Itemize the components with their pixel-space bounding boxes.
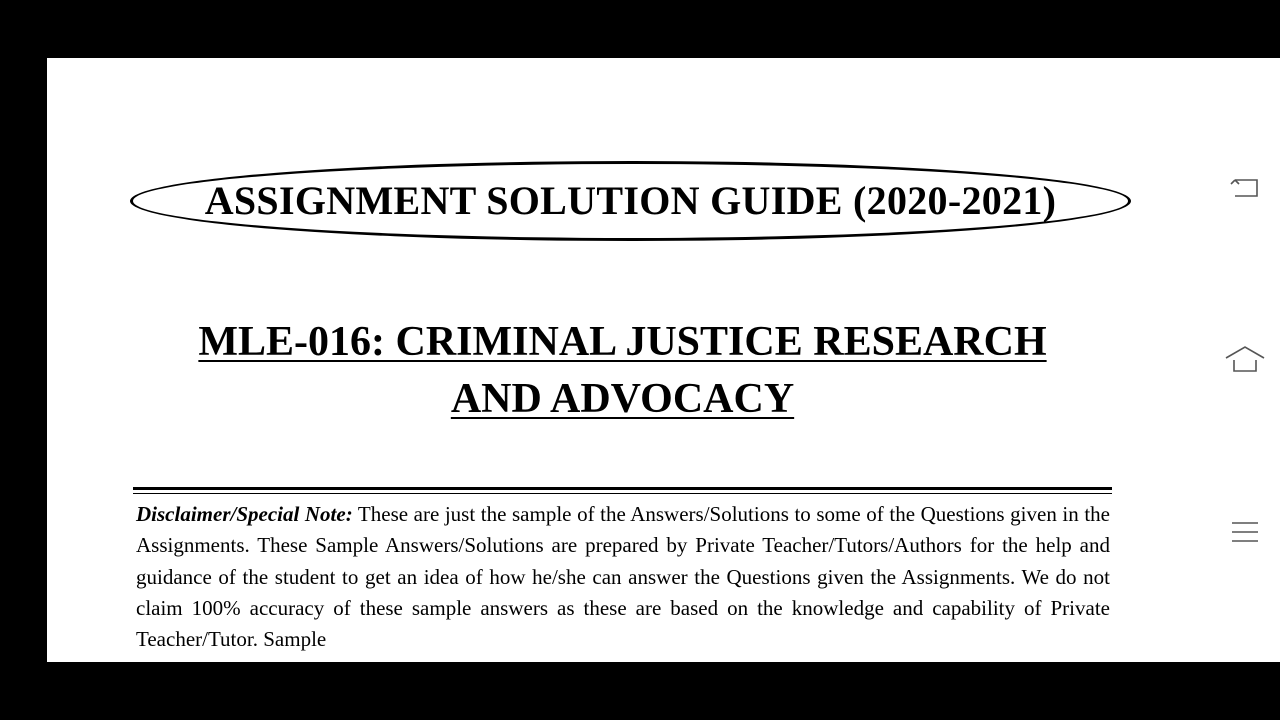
disclaimer-text: These are just the sample of the Answers/Solutions to some of the Questions given in the Assignments. These Sample Answers/Solutions are prepared by Private Teacher/Tutors/Authors for the help and guidance of the student to get an idea of how he/she can answer the Questions given the Assignments. We do not claim 100% accuracy of these sample answers as these are based on the knowledge and capability of Private Teacher/Tutor. Sample (136, 502, 1110, 652)
disclaimer-paragraph (136, 499, 1110, 655)
back-button[interactable] (1210, 158, 1280, 218)
menu-button[interactable] (1210, 502, 1280, 562)
divider-thin (133, 493, 1112, 494)
document-page (47, 58, 1210, 662)
home-button[interactable] (1210, 329, 1280, 389)
document-title (87, 314, 1158, 428)
header-banner: ASSIGNMENT SOLUTION GUIDE (2020-2021) (204, 178, 1057, 223)
title-line-1: MLE-016: CRIMINAL JUSTICE RESEARCH (198, 319, 1047, 365)
navigation-bar (1210, 58, 1280, 662)
disclaimer-label: Disclaimer/Special Note: (136, 502, 353, 526)
title-line-2: AND ADVOCACY (450, 376, 795, 422)
menu-icon (1230, 520, 1260, 544)
home-icon (1224, 344, 1266, 374)
divider-thick (133, 487, 1112, 490)
back-icon (1230, 176, 1260, 200)
